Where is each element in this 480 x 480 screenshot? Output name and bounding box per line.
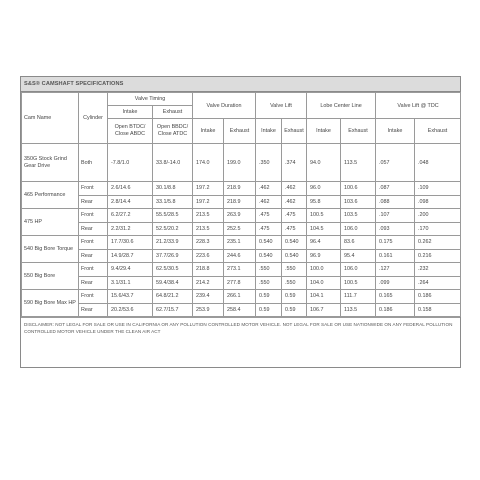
cam-name-cell: 475 HP [22, 209, 79, 236]
header-valve-duration: Valve Duration [193, 93, 256, 119]
lcl-intake-cell: 104.1 [307, 290, 341, 304]
header-open-bbdc: Open BBDC/ Close ATDC [153, 119, 193, 144]
vd-exhaust-cell: 199.0 [224, 144, 256, 182]
tdc-intake-cell: 0.165 [376, 290, 415, 304]
tdc-intake-cell: .127 [376, 263, 415, 277]
camshaft-spec-table [21, 92, 461, 317]
vd-exhaust-cell: 258.4 [224, 303, 256, 317]
vt-exhaust-cell: 33.1/5.8 [153, 195, 193, 209]
vd-intake-cell: 228.3 [193, 236, 224, 250]
tdc-intake-cell: .088 [376, 195, 415, 209]
cylinder-cell: Rear [79, 303, 108, 317]
vt-intake-cell: 2.6/14.6 [108, 182, 153, 196]
vd-intake-cell: 223.6 [193, 249, 224, 263]
vl-exhaust-cell: .462 [282, 195, 307, 209]
table-body [22, 144, 461, 317]
vl-exhaust-cell: .550 [282, 276, 307, 290]
tdc-exhaust-cell: .048 [415, 144, 461, 182]
vd-exhaust-cell: 266.1 [224, 290, 256, 304]
lcl-intake-cell: 100.5 [307, 209, 341, 223]
vt-intake-cell: 20.2/53.6 [108, 303, 153, 317]
vt-intake-cell: 14.9/28.7 [108, 249, 153, 263]
lcl-exhaust-cell: 103.5 [341, 209, 376, 223]
cylinder-cell: Rear [79, 222, 108, 236]
tdc-exhaust-cell: .264 [415, 276, 461, 290]
vt-exhaust-cell: 62.7/15.7 [153, 303, 193, 317]
tdc-intake-cell: 0.161 [376, 249, 415, 263]
tdc-exhaust-cell: 0.262 [415, 236, 461, 250]
tdc-intake-cell: .099 [376, 276, 415, 290]
vl-exhaust-cell: .475 [282, 222, 307, 236]
header-cylinder: Cylinder [79, 93, 108, 144]
vl-exhaust-cell: 0.540 [282, 249, 307, 263]
vl-intake-cell: .475 [256, 209, 282, 223]
tdc-exhaust-cell: 0.186 [415, 290, 461, 304]
cylinder-cell: Rear [79, 249, 108, 263]
lcl-exhaust-cell: 113.5 [341, 303, 376, 317]
lcl-intake-cell: 100.0 [307, 263, 341, 277]
vl-intake-cell: 0.59 [256, 303, 282, 317]
header-valve-lift: Valve Lift [256, 93, 307, 119]
vt-exhaust-cell: 55.5/28.5 [153, 209, 193, 223]
table-row [22, 303, 461, 317]
lcl-intake-cell: 104.0 [307, 276, 341, 290]
vt-exhaust-cell: 37.7/26.9 [153, 249, 193, 263]
lcl-intake-cell: 106.7 [307, 303, 341, 317]
vd-intake-cell: 253.9 [193, 303, 224, 317]
table-row [22, 276, 461, 290]
cylinder-cell: Front [79, 290, 108, 304]
vt-intake-cell: 2.2/31.2 [108, 222, 153, 236]
vl-exhaust-cell: 0.59 [282, 290, 307, 304]
tdc-intake-cell: .093 [376, 222, 415, 236]
table-row [22, 222, 461, 236]
lcl-exhaust-cell: 83.6 [341, 236, 376, 250]
vd-intake-cell: 213.5 [193, 222, 224, 236]
vd-exhaust-cell: 235.1 [224, 236, 256, 250]
vd-intake-cell: 174.0 [193, 144, 224, 182]
lcl-intake-cell: 95.8 [307, 195, 341, 209]
vd-exhaust-cell: 218.9 [224, 195, 256, 209]
header-vt-exhaust: Exhaust [153, 106, 193, 119]
cylinder-cell: Rear [79, 195, 108, 209]
vl-exhaust-cell: 0.59 [282, 303, 307, 317]
vd-exhaust-cell: 252.5 [224, 222, 256, 236]
vl-exhaust-cell: .374 [282, 144, 307, 182]
header-vd-intake: Intake [193, 119, 224, 144]
vt-exhaust-cell: 52.5/20.2 [153, 222, 193, 236]
lcl-intake-cell: 96.4 [307, 236, 341, 250]
cylinder-cell: Both [79, 144, 108, 182]
vl-intake-cell: 0.540 [256, 249, 282, 263]
header-lcl-exhaust: Exhaust [341, 119, 376, 144]
vd-intake-cell: 218.8 [193, 263, 224, 277]
vt-exhaust-cell: 62.5/30.5 [153, 263, 193, 277]
vl-exhaust-cell: 0.540 [282, 236, 307, 250]
table-header [22, 93, 461, 144]
vl-exhaust-cell: .475 [282, 209, 307, 223]
table-row [22, 182, 461, 196]
lcl-intake-cell: 94.0 [307, 144, 341, 182]
vl-intake-cell: 0.59 [256, 290, 282, 304]
vl-intake-cell: .550 [256, 263, 282, 277]
vl-intake-cell: .462 [256, 182, 282, 196]
tdc-intake-cell: 0.186 [376, 303, 415, 317]
cylinder-cell: Rear [79, 276, 108, 290]
lcl-exhaust-cell: 106.0 [341, 222, 376, 236]
vl-intake-cell: .462 [256, 195, 282, 209]
tdc-exhaust-cell: .170 [415, 222, 461, 236]
cam-name-cell: 540 Big Bore Torque [22, 236, 79, 263]
vt-exhaust-cell: 59.4/38.4 [153, 276, 193, 290]
vd-exhaust-cell: 277.8 [224, 276, 256, 290]
cam-name-cell: 590 Big Bore Max HP [22, 290, 79, 317]
vl-intake-cell: .550 [256, 276, 282, 290]
table-row [22, 290, 461, 304]
vt-intake-cell: 6.2/27.2 [108, 209, 153, 223]
cam-name-cell: 550 Big Bore [22, 263, 79, 290]
vl-intake-cell: .475 [256, 222, 282, 236]
vl-exhaust-cell: .550 [282, 263, 307, 277]
vd-exhaust-cell: 263.9 [224, 209, 256, 223]
lcl-exhaust-cell: 106.0 [341, 263, 376, 277]
tdc-intake-cell: .107 [376, 209, 415, 223]
vt-intake-cell: 3.1/31.1 [108, 276, 153, 290]
tdc-exhaust-cell: 0.158 [415, 303, 461, 317]
tdc-exhaust-cell: .200 [415, 209, 461, 223]
tdc-intake-cell: .057 [376, 144, 415, 182]
header-vl-intake: Intake [256, 119, 282, 144]
vl-exhaust-cell: .462 [282, 182, 307, 196]
cam-name-cell: 465 Performance [22, 182, 79, 209]
cylinder-cell: Front [79, 263, 108, 277]
tdc-exhaust-cell: .098 [415, 195, 461, 209]
sheet-title: S&S® CAMSHAFT SPECIFICATIONS [21, 77, 460, 92]
vd-intake-cell: 197.2 [193, 195, 224, 209]
disclaimer-text: DISCLAIMER: NOT LEGAL FOR SALE OR USE IN CALIFORNIA OR ANY POLLUTION CONTROLLED MOTOR VEHICLE. NOT LEGAL FOR SALE OR USE NATIONWIDE ON ANY FEDERAL POLLUTION CONTROLLED MOTOR VEHICLE UNDER THE CLEAN AIR ACT [21, 317, 460, 335]
table-row [22, 249, 461, 263]
vt-exhaust-cell: 64.8/21.2 [153, 290, 193, 304]
vd-exhaust-cell: 273.1 [224, 263, 256, 277]
lcl-exhaust-cell: 100.5 [341, 276, 376, 290]
header-vt-intake: Intake [108, 106, 153, 119]
lcl-intake-cell: 104.5 [307, 222, 341, 236]
cam-name-cell: 350G Stock Grind Gear Drive [22, 144, 79, 182]
cylinder-cell: Front [79, 236, 108, 250]
vt-intake-cell: 15.6/43.7 [108, 290, 153, 304]
vd-intake-cell: 239.4 [193, 290, 224, 304]
vd-intake-cell: 197.2 [193, 182, 224, 196]
header-tdc-exhaust: Exhaust [415, 119, 461, 144]
header-vl-exhaust: Exhaust [282, 119, 307, 144]
header-valve-lift-tdc: Valve Lift @ TDC [376, 93, 461, 119]
vt-intake-cell: 9.4/29.4 [108, 263, 153, 277]
table-row [22, 209, 461, 223]
tdc-exhaust-cell: .232 [415, 263, 461, 277]
vd-exhaust-cell: 244.6 [224, 249, 256, 263]
tdc-intake-cell: 0.175 [376, 236, 415, 250]
table-row [22, 263, 461, 277]
header-lobe-center-line: Lobe Center Line [307, 93, 376, 119]
header-open-btdc: Open BTDC/ Close ABDC [108, 119, 153, 144]
cylinder-cell: Front [79, 209, 108, 223]
header-lcl-intake: Intake [307, 119, 341, 144]
lcl-exhaust-cell: 100.6 [341, 182, 376, 196]
vd-intake-cell: 213.5 [193, 209, 224, 223]
lcl-exhaust-cell: 95.4 [341, 249, 376, 263]
lcl-exhaust-cell: 111.7 [341, 290, 376, 304]
header-tdc-intake: Intake [376, 119, 415, 144]
vt-exhaust-cell: 30.1/8.8 [153, 182, 193, 196]
table-row [22, 195, 461, 209]
lcl-exhaust-cell: 103.6 [341, 195, 376, 209]
tdc-exhaust-cell: 0.216 [415, 249, 461, 263]
vt-intake-cell: -7.8/1.0 [108, 144, 153, 182]
tdc-intake-cell: .087 [376, 182, 415, 196]
cylinder-cell: Front [79, 182, 108, 196]
vt-exhaust-cell: 21.2/33.9 [153, 236, 193, 250]
header-valve-timing: Valve Timing [108, 93, 193, 106]
vt-intake-cell: 2.8/14.4 [108, 195, 153, 209]
tdc-exhaust-cell: .109 [415, 182, 461, 196]
spec-sheet [20, 76, 461, 368]
vd-exhaust-cell: 218.9 [224, 182, 256, 196]
vd-intake-cell: 214.2 [193, 276, 224, 290]
header-vd-exhaust: Exhaust [224, 119, 256, 144]
vl-intake-cell: 0.540 [256, 236, 282, 250]
lcl-exhaust-cell: 113.5 [341, 144, 376, 182]
vt-exhaust-cell: 33.8/-14.0 [153, 144, 193, 182]
table-row [22, 236, 461, 250]
vt-intake-cell: 17.7/30.6 [108, 236, 153, 250]
vl-intake-cell: .350 [256, 144, 282, 182]
lcl-intake-cell: 96.0 [307, 182, 341, 196]
lcl-intake-cell: 96.9 [307, 249, 341, 263]
table-row [22, 144, 461, 182]
header-cam-name: Cam Name [22, 93, 79, 144]
